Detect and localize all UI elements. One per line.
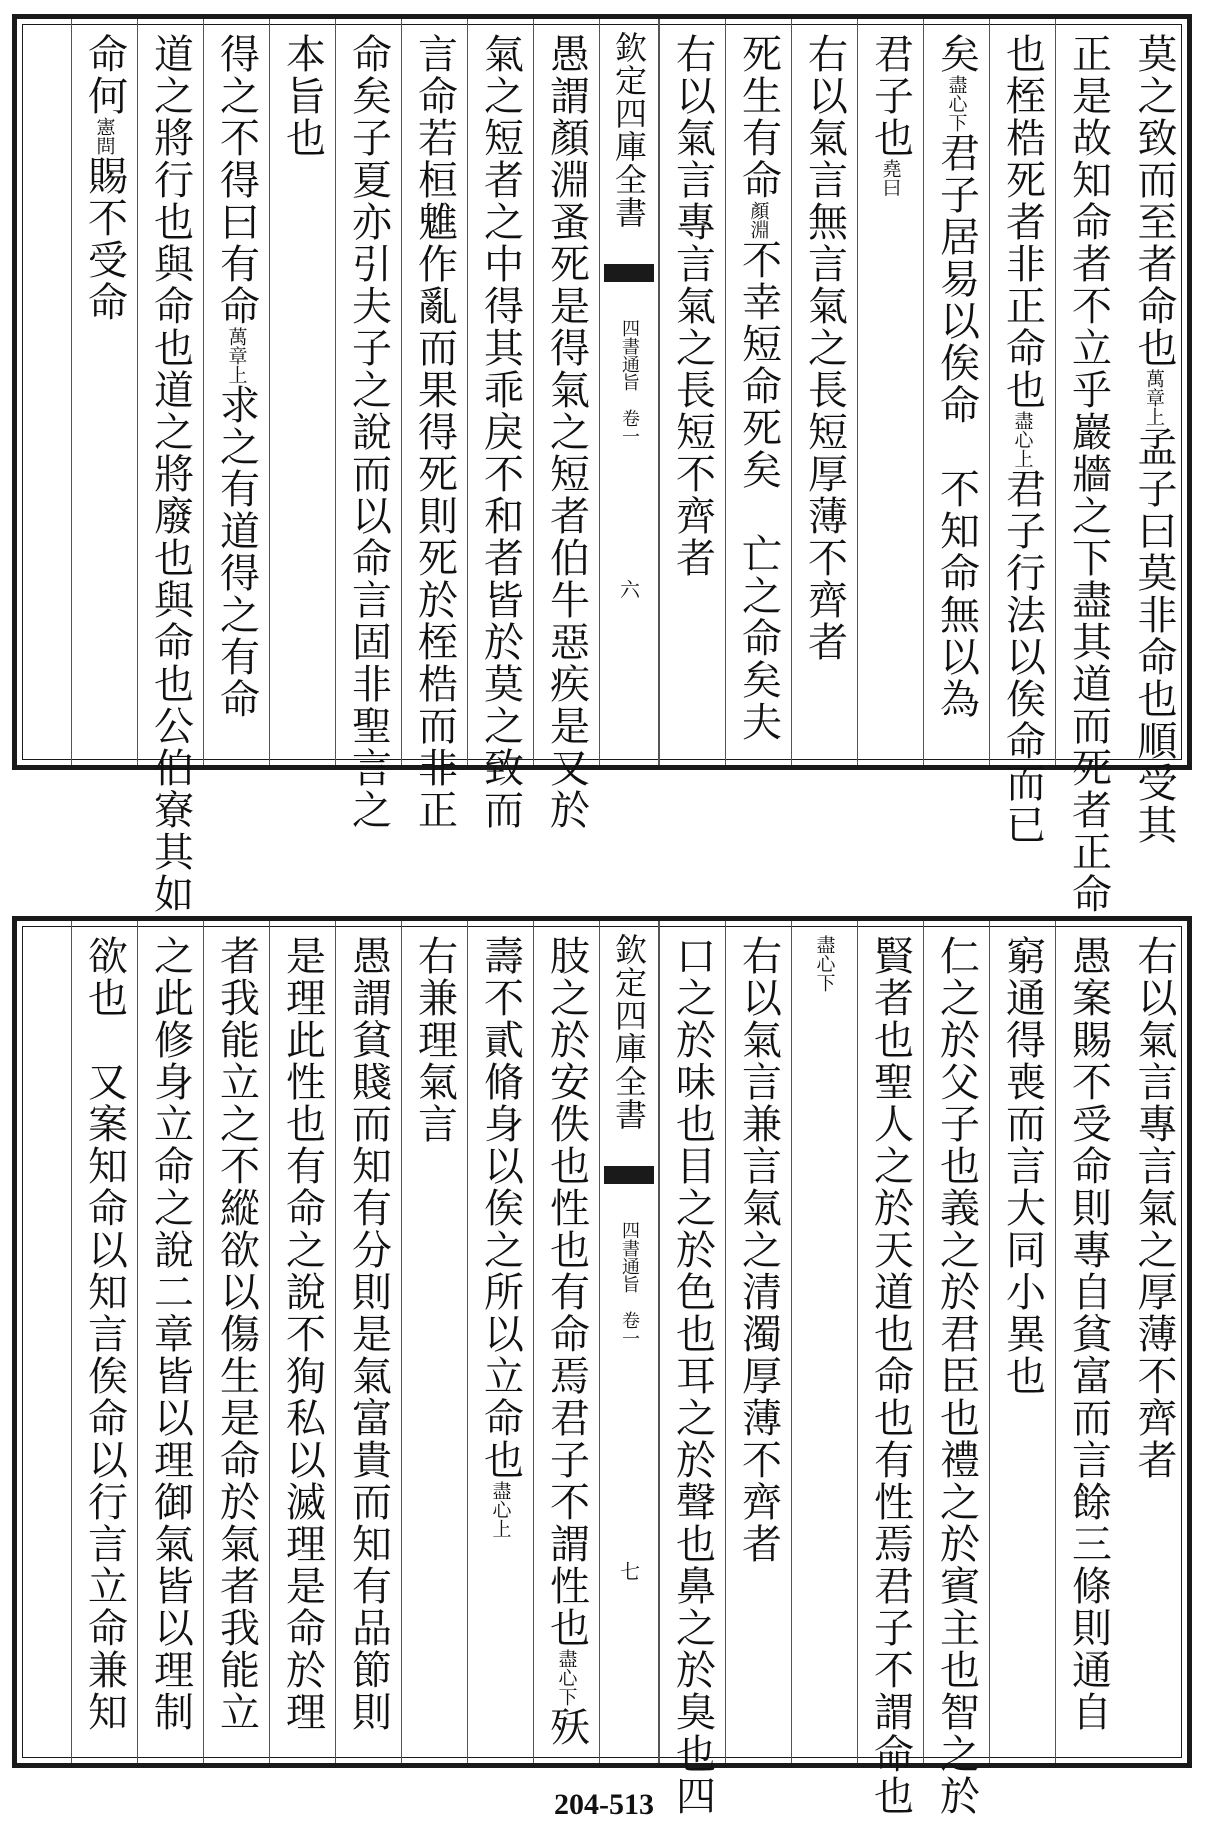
col-text: 也桎梏死者非正命也盡心上君子行法以俟命而已 [999, 33, 1046, 846]
page-footer-number: 204-513 [554, 1788, 654, 1821]
top-col-5 [791, 19, 857, 765]
col-text: 道之將行也與命也道之將廢也與命也公伯寮其如 [147, 33, 194, 915]
col-text: 之此修身立命之說二章皆以理御氣皆以理制 [147, 935, 194, 1733]
top-col-7 [659, 19, 725, 765]
col-text: 右以氣言專言氣之厚薄不齊者 [1131, 935, 1177, 1481]
col-text: 氣之短者之中得其乖戾不和者皆於莫之致而 [477, 33, 524, 831]
bottom-col-4 [857, 921, 923, 1817]
top-col-9 [467, 19, 533, 831]
book-title: 欽定四庫全書 [610, 933, 648, 1131]
page-number: 六 [616, 579, 641, 599]
bottom-col-2 [989, 921, 1055, 1763]
top-col-3 [923, 19, 989, 765]
volume-label: 四書通旨 卷一 [619, 319, 640, 445]
top-center-column [599, 19, 659, 765]
top-col-0 [1121, 19, 1187, 846]
top-col-11 [335, 19, 401, 831]
top-columns [17, 19, 1187, 915]
bottom-col-7 [659, 921, 725, 1817]
top-col-13 [203, 19, 269, 765]
col-text: 口之於味也目之於色也耳之於聲也鼻之於臭也四 [669, 935, 716, 1817]
top-col-6 [725, 19, 791, 765]
fishtail-mark [604, 264, 654, 282]
book-title: 欽定四庫全書 [610, 31, 648, 229]
top-col-8 [533, 19, 599, 831]
col-text: 命何憲問賜不受命 [81, 33, 128, 323]
volume-label: 四書通旨 卷一 [619, 1221, 640, 1347]
bottom-col-14 [137, 921, 203, 1763]
bottom-col-5 [791, 921, 857, 1763]
col-text: 命矣子夏亦引夫子之說而以命言固非聖言之 [345, 33, 392, 831]
fishtail-mark [604, 1166, 654, 1184]
top-col-15 [71, 19, 137, 765]
col-text: 盡心下 [813, 935, 836, 992]
bottom-col-3 [923, 921, 989, 1817]
col-text: 右以氣言兼言氣之清濁厚薄不齊者 [735, 935, 782, 1565]
top-page [12, 14, 1192, 915]
top-col-10 [401, 19, 467, 831]
col-text: 欲也 又案知命以知言俟命以行言立命兼知 [81, 935, 128, 1733]
col-text: 窮通得喪而言大同小異也 [999, 935, 1046, 1397]
col-text: 是理此性也有命之說不狥私以滅理是命於理 [279, 935, 326, 1733]
top-col-2 [989, 19, 1055, 846]
top-col-1 [1055, 19, 1121, 915]
col-text: 正是故知命者不立乎巖牆之下盡其道而死者正命 [1065, 33, 1112, 915]
col-text: 言命若桓魋作亂而果得死則死於桎梏而非正 [411, 33, 458, 831]
bottom-col-8 [533, 921, 599, 1763]
col-text: 愚謂顏淵蚤死是得氣之短者伯牛惡疾是又於 [543, 33, 590, 831]
col-text: 仁之於父子也義之於君臣也禮之於賓主也智之於 [933, 935, 980, 1817]
top-col-12 [269, 19, 335, 765]
bottom-col-6 [725, 921, 791, 1763]
col-text: 得之不得曰有命萬章上求之有道得之有命 [213, 33, 260, 720]
bottom-col-11 [335, 921, 401, 1763]
top-col-14 [137, 19, 203, 915]
col-text: 愚案賜不受命則專自貧富而言餘三條則通自 [1065, 935, 1112, 1733]
bottom-col-12 [269, 921, 335, 1763]
col-text: 矣盡心下君子居易以俟命 不知命無以為 [933, 33, 980, 720]
col-text: 者我能立之不縱欲以傷生是命於氣者我能立 [213, 935, 260, 1733]
bottom-col-0 [1121, 921, 1187, 1763]
col-text: 莫之致而至者命也萬章上孟子曰莫非命也順受其 [1131, 33, 1177, 846]
col-text: 本旨也 [279, 33, 326, 159]
bottom-col-1 [1055, 921, 1121, 1763]
col-text: 壽不貳脩身以俟之所以立命也盡心上 [477, 935, 524, 1538]
col-text: 右兼理氣言 [411, 935, 458, 1145]
col-text: 死生有命顏淵不幸短命死矣 亡之命矣夫 [735, 33, 782, 743]
col-text: 右以氣言無言氣之長短厚薄不齊者 [801, 33, 848, 663]
bottom-col-15 [71, 921, 137, 1763]
page-number: 七 [616, 1561, 641, 1581]
col-text: 右以氣言專言氣之長短不齊者 [669, 33, 716, 579]
bottom-center-column [599, 921, 659, 1763]
col-text: 君子也堯曰 [867, 33, 914, 197]
col-text: 肢之於安佚也性也有命焉君子不謂性也盡心下殀 [543, 935, 590, 1748]
top-col-4 [857, 19, 923, 765]
col-text: 賢者也聖人之於天道也命也有性焉君子不謂命也 [867, 935, 914, 1817]
col-text: 愚謂貧賤而知有分則是氣富貴而知有品節則 [345, 935, 392, 1733]
bottom-col-13 [203, 921, 269, 1763]
bottom-col-9 [467, 921, 533, 1763]
bottom-col-10 [401, 921, 467, 1763]
